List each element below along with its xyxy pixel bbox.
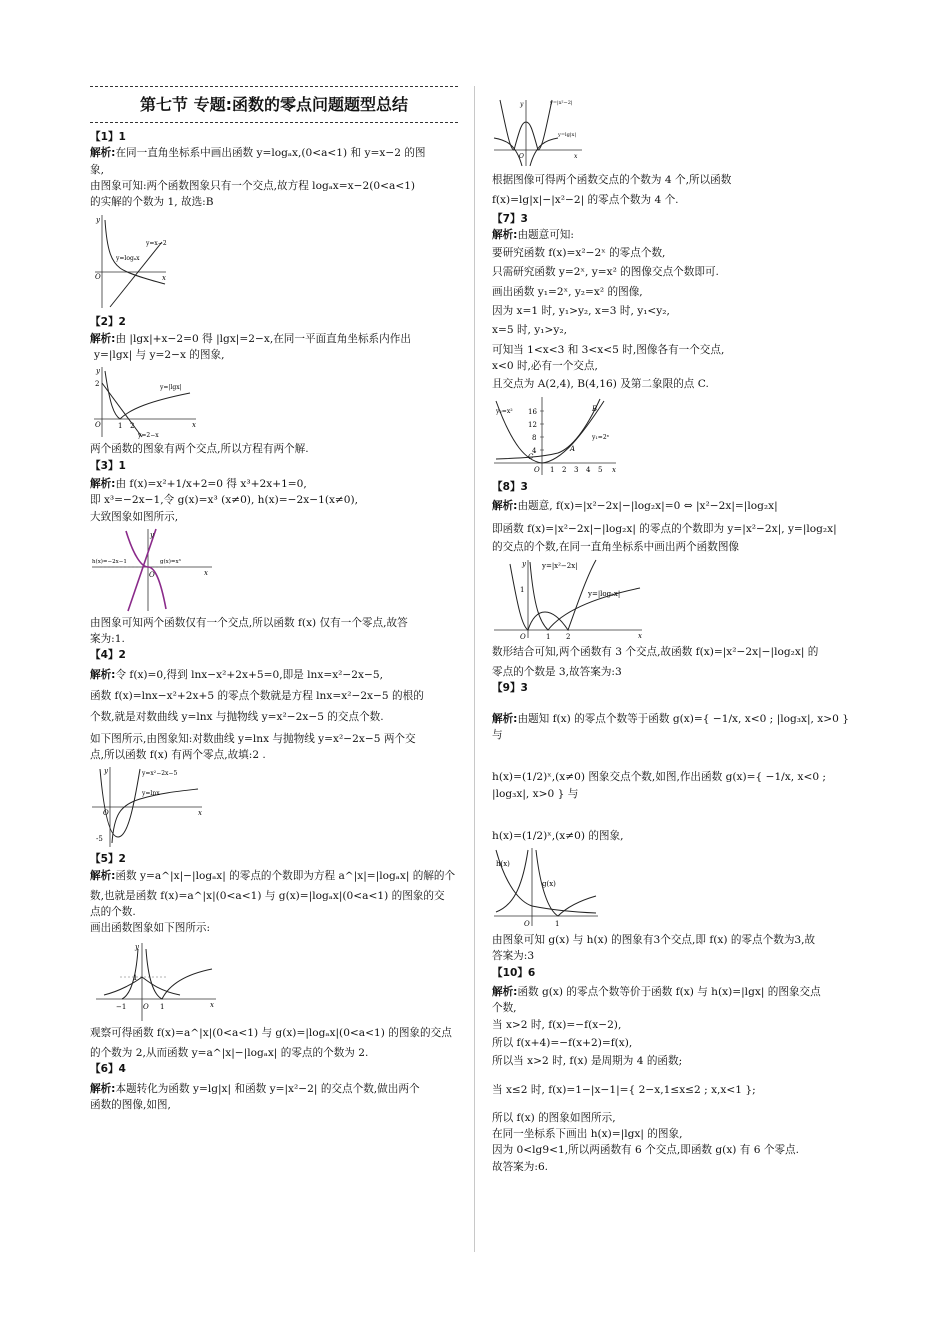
q7-point-a: A — [570, 444, 576, 453]
q7-point-c: C — [528, 452, 534, 461]
q7-line-7: x<0 时,必有一个交点, — [492, 359, 598, 372]
question-10 — [492, 965, 862, 1175]
analysis-label: 解析: — [90, 477, 116, 490]
q7-y1-label: y₁=2ˣ — [592, 433, 610, 441]
q3-line-1 — [90, 476, 458, 492]
q6-origin: O — [519, 153, 524, 160]
q4-line-4: 如下图所示,由图象知:对数曲线 y=lnx 与抛物线 y=x²−2x−5 两个交 — [90, 732, 416, 745]
q5-line-2: 数,也就是函数 f(x)=a^|x|(0<a<1) 与 g(x)=|logₐx|(0<a<1) 的图象的交 — [90, 889, 445, 902]
q9-g-label: g(x) — [542, 880, 556, 889]
q7-ytick: 8 — [532, 433, 537, 442]
question-6 — [90, 1061, 458, 1113]
q2-text-1: 由 |lgx|+x−2=0 得 |lgx|=2−x,在同一平面直角坐标系内作出 — [115, 332, 411, 345]
q2-line-3: 两个函数的图象有两个交点,所以方程有两个解. — [90, 443, 309, 456]
question-3 — [90, 458, 458, 648]
q9-line-2: h(x)=(1/2)ˣ,(x≠0) 图象交点个数,如图,作出函数 g(x)={ −1/x, x<0 ; |log₃x|, x>0 } 与 — [492, 771, 826, 800]
question-4-header: 【4】2 — [90, 649, 126, 662]
question-4 — [90, 647, 458, 849]
q5-xtick-1: 1 — [160, 1002, 165, 1011]
title-box — [90, 86, 458, 123]
q3-origin: O — [149, 570, 155, 579]
q6-line-2: 函数的图像,如图, — [90, 1098, 171, 1111]
q2-abs-log-curve — [105, 371, 190, 419]
q3-linear-curve — [128, 529, 156, 611]
q7-x-label: x — [612, 465, 616, 474]
q8-line-4: 数形结合可知,两个函数有 3 个交点,故函数 f(x)=|x²−2x|−|log₂x| 的 — [492, 645, 819, 658]
q9-line-3: h(x)=(1/2)ˣ,(x≠0) 的图象, — [492, 829, 624, 842]
q7-line-2: 只需研究函数 y=2ˣ, y=x² 的图像交点个数即可. — [492, 266, 719, 279]
question-2 — [90, 314, 458, 457]
analysis-label: 解析: — [492, 228, 518, 241]
analysis-label: 解析: — [90, 147, 116, 160]
q8-xtick-1: 1 — [546, 632, 551, 640]
q2-abs-log-label: y=|lgx| — [160, 384, 182, 392]
analysis-label: 解析: — [90, 1082, 116, 1095]
q8-graph — [492, 558, 652, 640]
q1-origin: O — [95, 273, 101, 282]
q7-y2-label: y₂=x² — [496, 407, 513, 415]
q1-log-label: y=logₐx — [116, 255, 140, 263]
q10-line-6: 当 x≤2 时, f(x)=1−|x−1|={ 2−x,1≤x≤2 ; x,x<1 }; — [492, 1083, 756, 1096]
q4-ytick-m5: -5 — [96, 835, 103, 844]
q5-text-1: 函数 y=a^|x|−|logₐx| 的零点的个数即为方程 a^|x|=|logₐx| 的解的个 — [115, 869, 456, 882]
q8-line-5: 零点的个数是 3,故答案为:3 — [492, 666, 622, 679]
q1-graph — [90, 212, 170, 312]
question-3-header: 【3】1 — [90, 459, 126, 472]
q4-line-5: 点,所以函数 f(x) 有两个零点,故填:2 . — [90, 748, 266, 761]
q4-parabola — [100, 769, 140, 837]
q4-line-3: 个数,就是对数曲线 y=lnx 与抛物线 y=x²−2x−5 的交点个数. — [90, 711, 384, 724]
q10-line-4: 所以 f(x+4)=−f(x+2)=f(x), — [492, 1036, 633, 1049]
q10-line-5: 所以当 x>2 时, f(x) 是周期为 4 的函数; — [492, 1055, 683, 1068]
analysis-label: 解析: — [90, 869, 116, 882]
q7-ytick: 16 — [528, 407, 537, 416]
right-column — [492, 96, 862, 1175]
q8-abs-log — [530, 562, 640, 630]
question-5 — [90, 851, 458, 1061]
q10-line-8: 在同一坐标系下画出 h(x)=|lgx| 的图象, — [492, 1128, 683, 1141]
left-column — [90, 86, 458, 1113]
column-divider — [474, 86, 475, 1252]
q7-ytick: 12 — [528, 420, 537, 429]
q8-x-label: x — [638, 631, 642, 640]
q7-xtick: 1 — [550, 465, 555, 474]
q10-line-10: 故答案为:6. — [492, 1160, 549, 1173]
q1-line-label: y=x−2 — [146, 240, 167, 248]
q7-xtick: 5 — [598, 465, 603, 474]
question-8-header: 【8】3 — [492, 480, 528, 493]
q6-text-1: 本题转化为函数 y=lg|x| 和函数 y=|x²−2| 的交点个数,做出两个 — [115, 1082, 420, 1095]
question-9-header: 【9】3 — [492, 682, 528, 695]
q4-parabola-label: y=x²−2x−5 — [142, 770, 178, 778]
q5-y-label: y — [135, 942, 139, 951]
q5-x-label: x — [210, 1000, 214, 1009]
question-6-header: 【6】4 — [90, 1063, 126, 1076]
q6-y-label: y — [520, 101, 524, 108]
q5-log-curve — [146, 949, 212, 999]
q6-lg-left — [494, 138, 522, 166]
q8-y-label: y — [522, 559, 526, 568]
q7-line-3: 画出函数 y₁=2ˣ, y₂=x² 的图像, — [492, 285, 643, 298]
q4-graph — [90, 765, 206, 849]
q5-line-4: 画出函数图象如下图所示: — [90, 922, 211, 935]
q8-quad-label: y=|x²−2x| — [542, 561, 578, 570]
analysis-label: 解析: — [492, 712, 518, 725]
q6-graph — [492, 98, 588, 168]
q6-line-4: f(x)=lg|x|−|x²−2| 的零点个数为 4 个. — [492, 194, 679, 207]
question-1 — [90, 129, 458, 312]
analysis-label: 解析: — [90, 332, 116, 345]
q5-graph — [90, 939, 220, 1023]
q3-x-label: x — [204, 568, 208, 577]
q7-line-0 — [492, 227, 862, 243]
q2-graph — [90, 365, 200, 439]
q3-text-1: 由 f(x)=x²+1/x+2=0 得 x³+2x+1=0, — [115, 477, 307, 490]
q3-g-label: g(x)=x³ — [160, 558, 181, 565]
q7-graph — [492, 395, 622, 477]
q7-line-8: 且交点为 A(2,4), B(4,16) 及第二象限的点 C. — [492, 378, 709, 391]
analysis-label: 解析: — [492, 499, 518, 512]
q1-log-curve — [105, 220, 165, 284]
q5-origin: O — [143, 1002, 149, 1011]
q9-line-1 — [492, 711, 862, 744]
q4-line-1 — [90, 667, 458, 683]
question-8 — [492, 479, 862, 681]
q7-xtick: 3 — [574, 465, 579, 474]
q1-line-2: 象, — [90, 163, 104, 176]
q5-line-6: 的个数为 2,从而函数 y=a^|x|−|logₐx| 的零点的个数为 2. — [90, 1047, 369, 1060]
q10-line-1 — [492, 984, 862, 1000]
q9-h-label: h(x) — [496, 860, 510, 869]
analysis-label: 解析: — [492, 986, 518, 999]
q7-xtick: 4 — [586, 465, 591, 474]
q2-origin: O — [95, 421, 101, 430]
q8-abs-quad — [510, 560, 596, 630]
q8-origin: O — [520, 632, 526, 640]
q8-line-3: 的交点的个数,在同一直角坐标系中画出两个函数图像 — [492, 541, 740, 554]
q1-line-1 — [90, 145, 458, 161]
q2-line-1 — [90, 331, 458, 347]
q7-text-0: 由题意可知: — [517, 228, 574, 241]
q3-line-4: 由图象可知两个函数仅有一个交点,所以函数 f(x) 仅有一个零点,故答 — [90, 616, 408, 629]
question-9 — [492, 680, 862, 964]
question-7-header: 【7】3 — [492, 212, 528, 225]
question-2-header: 【2】2 — [90, 316, 126, 329]
q2-line-2: y=|lgx| 与 y=2−x 的图象, — [94, 349, 225, 362]
q6-lg-right — [530, 138, 558, 166]
q6-line-3: 根据图像可得两个函数交点的个数为 4 个,所以函数 — [492, 174, 732, 186]
q1-line-4: 的实解的个数为 1, 故选:B — [90, 196, 214, 209]
q9-line-4: 由图象可知 g(x) 与 h(x) 的图象有3个交点,即 f(x) 的零点个数为3,故 — [492, 934, 816, 947]
q5-line-1 — [90, 868, 458, 884]
q3-line-5: 案为:1. — [90, 633, 125, 646]
q3-y-label: y — [150, 530, 154, 539]
q7-line-1: 要研究函数 f(x)=x²−2ˣ 的零点个数, — [492, 247, 666, 260]
q8-xtick-2: 2 — [566, 632, 571, 640]
q1-x-label: x — [162, 274, 166, 283]
q2-x-label: x — [192, 421, 196, 430]
q2-y-label: y — [96, 367, 100, 376]
q2-tick-2: 2 — [130, 422, 135, 431]
q9-xtick-1: 1 — [555, 920, 560, 929]
q5-ytick-1: 1 — [133, 973, 138, 982]
q6-line-1 — [90, 1081, 458, 1097]
q9-text-1: 由题知 f(x) 的零点个数等于函数 g(x)={ −1/x, x<0 ; |log₃x|, x>0 } 与 — [492, 712, 849, 741]
q3-line-3: 大致图象如图所示, — [90, 510, 179, 523]
q5-line-3: 点的个数. — [90, 906, 136, 919]
question-10-header: 【10】6 — [492, 966, 536, 979]
q8-line-1 — [492, 498, 862, 514]
q3-h-label: h(x)=−2x−1 — [92, 558, 127, 565]
q10-text-1: 函数 g(x) 的零点个数等价于函数 f(x) 与 h(x)=|lgx| 的图象交点 — [517, 986, 821, 999]
q2-tick-1: 1 — [118, 422, 123, 431]
q2-line-label: y=2−x — [138, 432, 159, 440]
q7-origin: O — [534, 465, 540, 474]
q4-line-2: 函数 f(x)=lnx−x²+2x+5 的零点个数就是方程 lnx=x²−2x−5 的根的 — [90, 690, 424, 703]
q4-x-label: x — [198, 809, 202, 818]
q10-line-2: 个数, — [492, 1002, 517, 1015]
q8-text-1: 由题意, f(x)=|x²−2x|−|log₂x|=0 ⇔ |x²−2x|=|log₂x| — [517, 499, 778, 512]
q7-xtick: 2 — [562, 465, 567, 474]
q1-text-1: 在同一直角坐标系中画出函数 y=logₐx,(0<a<1) 和 y=x−2 的图 — [115, 147, 426, 160]
q2-ytick-2: 2 — [95, 380, 100, 389]
q7-point-b: B — [592, 404, 598, 413]
q5-xtick-m1: −1 — [116, 1002, 127, 1011]
q9-graph — [492, 846, 602, 928]
q3-graph — [90, 527, 214, 613]
page-title: 第七节 专题:函数的零点问题题型总结 — [140, 95, 408, 114]
q7-line-6: 可知当 1<x<3 和 3<x<5 时,图像各有一个交点, — [492, 343, 725, 356]
q9-origin: O — [524, 920, 530, 929]
q8-log-label: y=|log₂x| — [588, 589, 621, 598]
q9-line-5: 答案为:3 — [492, 950, 535, 963]
q4-y-label: y — [104, 767, 108, 776]
q10-line-9: 因为 0<lg9<1,所以两函数有 6 个交点,即函数 g(x) 有 6 个零点. — [492, 1144, 800, 1157]
q4-ln-label: y=lnx — [142, 790, 160, 798]
q7-ytick: 4 — [532, 446, 537, 455]
question-1-header: 【1】1 — [90, 131, 126, 143]
q6-lg-label: y=lg|x| — [558, 132, 577, 138]
q4-origin: O — [103, 809, 109, 818]
q4-ln-curve — [112, 789, 198, 843]
q10-line-3: 当 x>2 时, f(x)=−f(x−2), — [492, 1018, 622, 1031]
q6-x-label: x — [574, 153, 578, 160]
q4-text-1: 令 f(x)=0,得到 lnx−x²+2x+5=0,即是 lnx=x²−2x−5, — [115, 668, 383, 681]
q5-line-5: 观察可得函数 f(x)=a^|x|(0<a<1) 与 g(x)=|logₐx|(0<a<1) 的图象的交点 — [90, 1026, 452, 1039]
q1-line-3: 由图象可知:两个函数图象只有一个交点,故方程 logₐx=x−2(0<a<1) — [90, 179, 416, 192]
q8-line-2: 即函数 f(x)=|x²−2x|−|log₂x| 的零点的个数即为 y=|x²−2x|, y=|log₂x| — [492, 523, 837, 536]
q7-line-5: x=5 时, y₁>y₂, — [492, 324, 567, 337]
analysis-label: 解析: — [90, 668, 116, 681]
q1-y-label: y — [96, 216, 100, 225]
q6-quad-label: y=|x²−2| — [550, 100, 573, 106]
question-7 — [492, 211, 862, 477]
q10-line-7: 所以 f(x) 的图象如图所示, — [492, 1111, 616, 1124]
q3-line-2: 即 x³=−2x−1,令 g(x)=x³ (x≠0), h(x)=−2x−1(x≠0), — [90, 494, 359, 507]
question-5-header: 【5】2 — [90, 853, 126, 866]
q7-line-4: 因为 x=1 时, y₁>y₂, x=3 时, y₁<y₂, — [492, 305, 670, 318]
q8-ytick-1: 1 — [520, 585, 525, 594]
q1-line-curve — [110, 242, 162, 307]
